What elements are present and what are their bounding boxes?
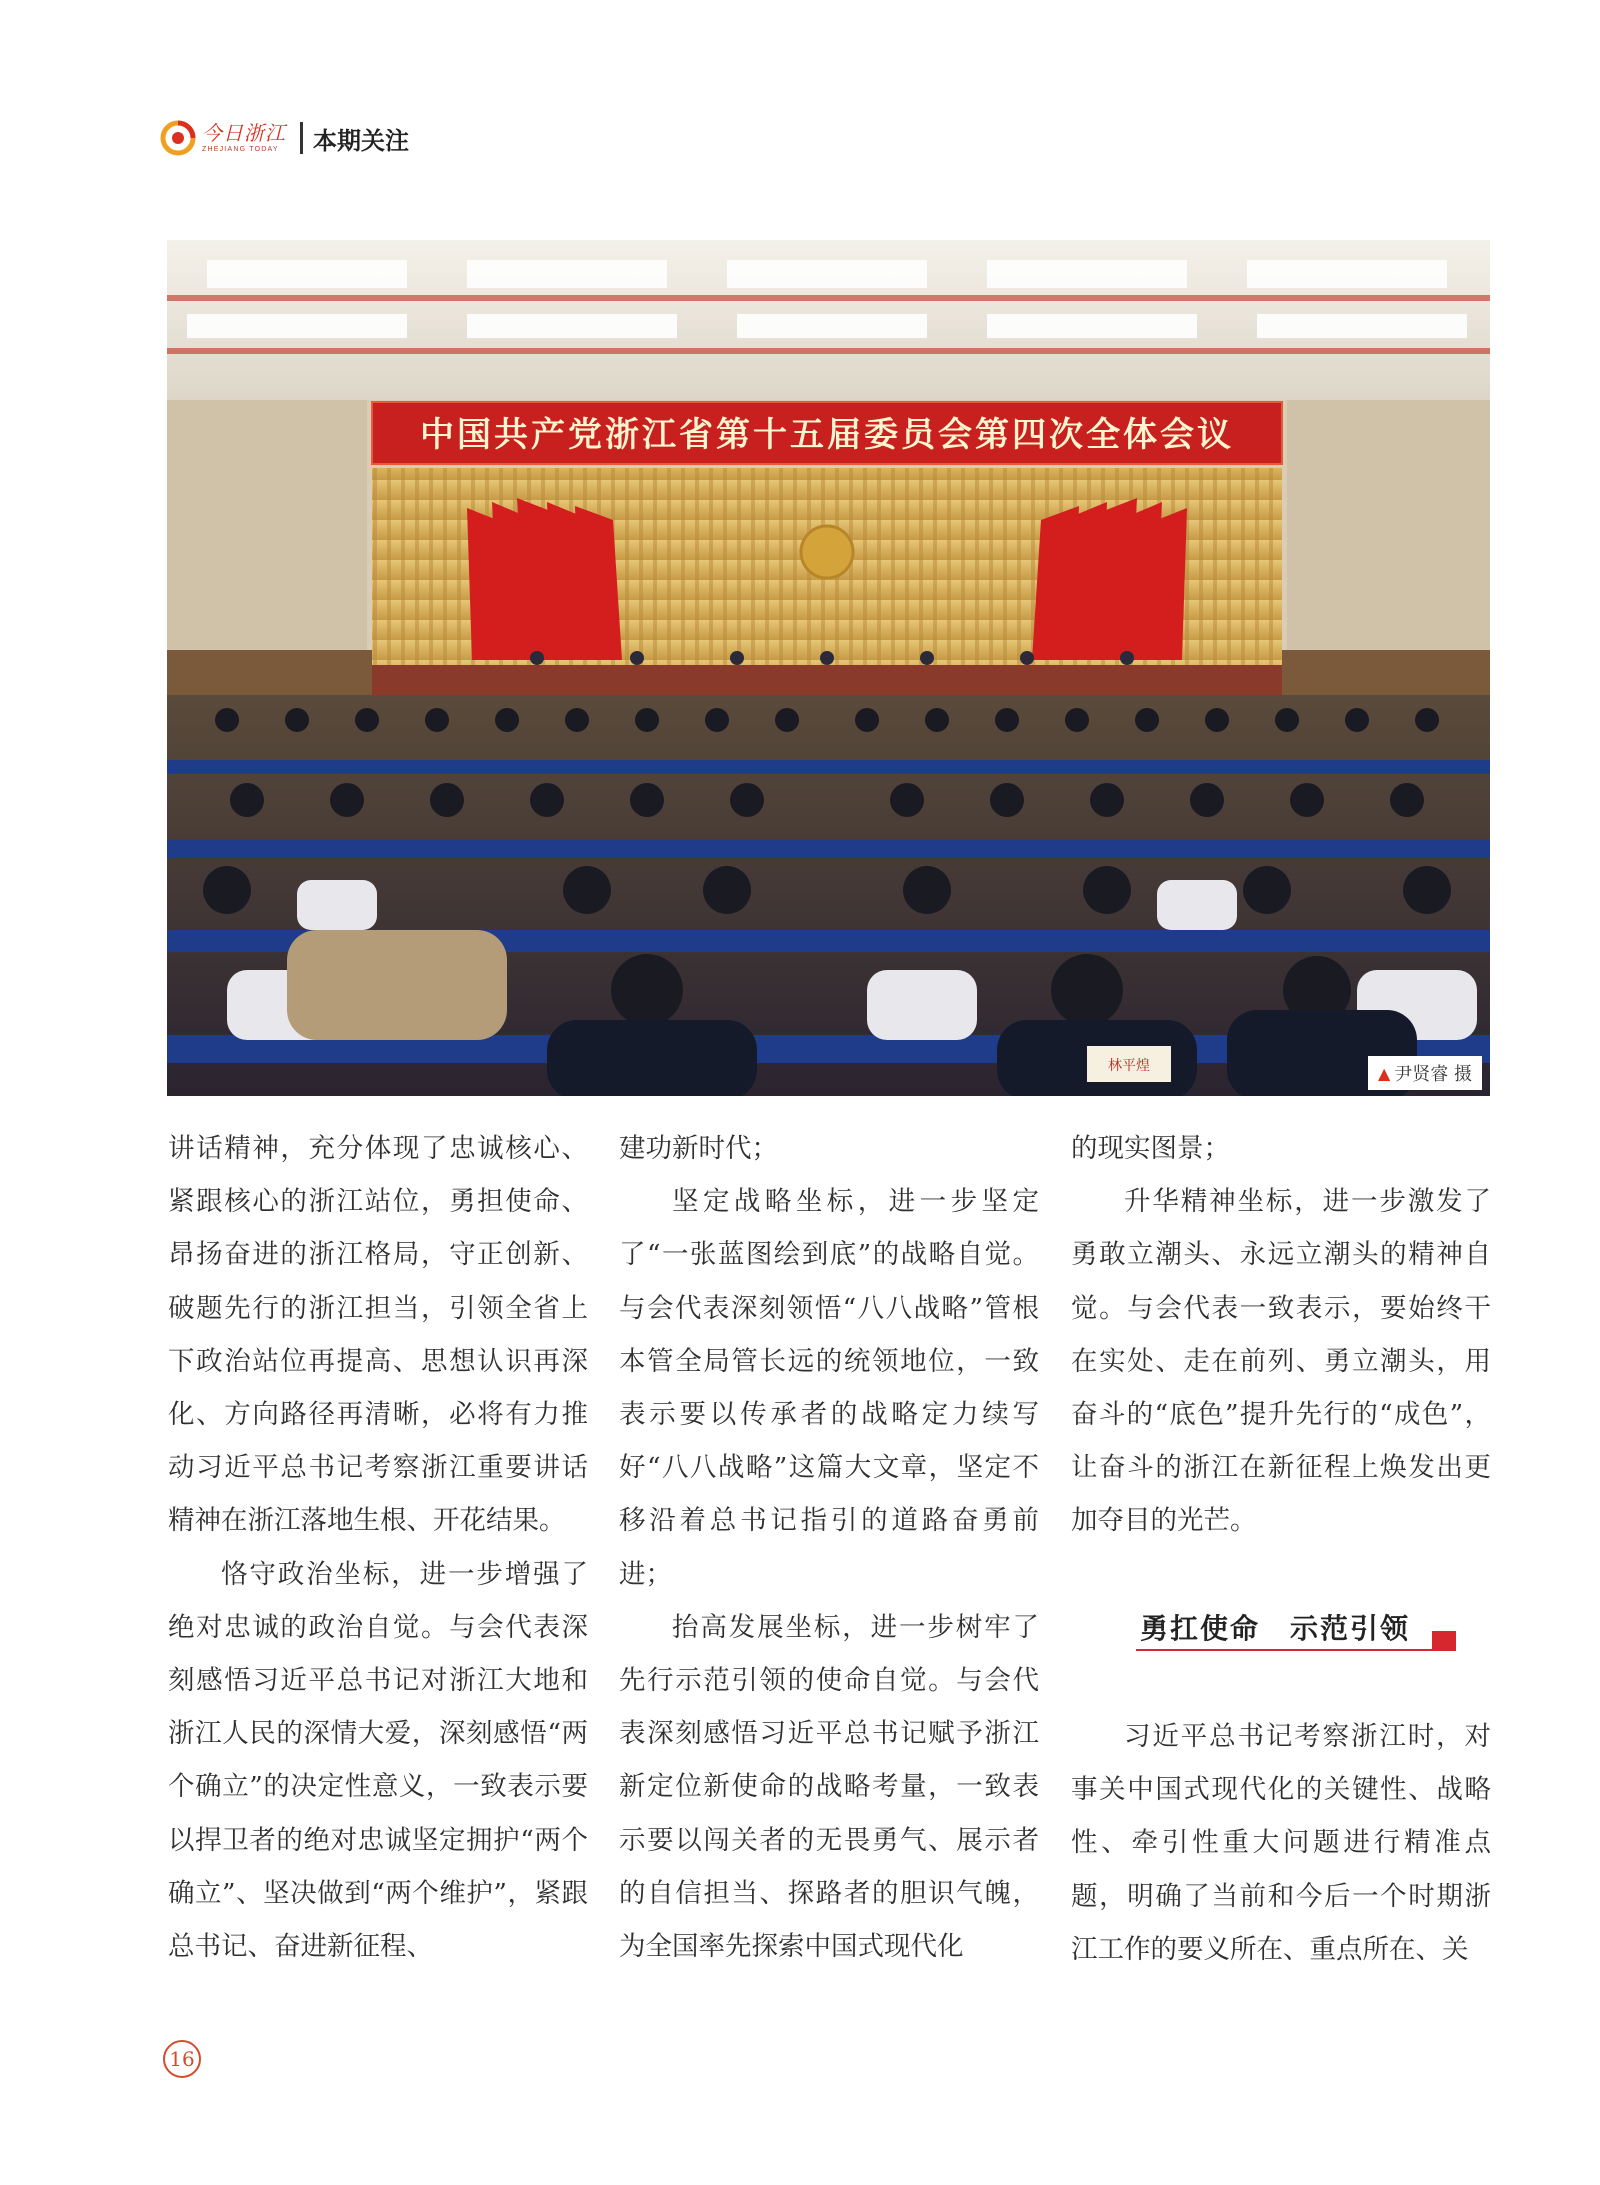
photo-credit — [1368, 1056, 1482, 1090]
triangle-icon: ▲ — [1377, 1063, 1391, 1083]
logo-text — [202, 123, 286, 153]
page-number: 16 — [163, 2040, 201, 2078]
text-column-3 — [1071, 1122, 1491, 1548]
paragraph: 抬高发展坐标，进一步树牢了先行示范引领的使命自觉。与会代表深刻感悟习近平总书记赋予浙江新定位新使命的战略考量，一致表示要以闯关者的无畏勇气、展示者的自信担当、探路者的胆识气魄，为全国率先探索中国式现代化 — [619, 1611, 1039, 1963]
page-header — [160, 118, 409, 158]
heading-text: 勇扛使命 示范引领 — [1140, 1612, 1411, 1645]
header-divider — [300, 122, 303, 154]
logo-english: ZHEJIANG TODAY — [202, 146, 279, 153]
photo-credit-text: 尹贤睿 摄 — [1394, 1064, 1472, 1085]
text-column-1 — [168, 1122, 588, 1973]
zhejiang-today-logo-icon — [160, 120, 196, 156]
paragraph: 习近平总书记考察浙江时，对事关中国式现代化的关键性、战略性、牵引性重大问题进行精准点题，明确了当前和今后一个时期浙江工作的要义所在、重点所在、关 — [1071, 1721, 1491, 1965]
paragraph: 坚定战略坐标，进一步坚定了“一张蓝图绘到底”的战略自觉。与会代表深刻领悟“八八战略”管根本管全局管长远的统领地位，一致表示要以传承者的战略定力续写好“八八战略”这篇大文章，坚定不移沿着总书记指引的道路奋勇前进； — [619, 1186, 1039, 1590]
photo-banner-text: 中国共产党浙江省第十五届委员会第四次全体会议 — [420, 415, 1234, 455]
paragraph: 建功新时代； — [619, 1133, 778, 1164]
text-column-3-continued — [1071, 1710, 1491, 1976]
text-column-2 — [619, 1122, 1039, 1973]
heading-box — [1136, 1605, 1432, 1651]
paragraph: 恪守政治坐标，进一步增强了绝对忠诚的政治自觉。与会代表深刻感悟习近平总书记对浙江大地和浙江人民的深情大爱，深刻感悟“两个确立”的决定性意义，一致表示要以捍卫者的绝对忠诚坚定拥护“两个确立”、坚决做到“两个维护”，紧跟总书记、奋进新征程、 — [168, 1558, 588, 1963]
section-heading — [1136, 1605, 1456, 1655]
paragraph: 的现实图景； — [1071, 1133, 1230, 1164]
logo-chinese: 今日浙江 — [202, 121, 286, 145]
paragraph: 升华精神坐标，进一步激发了勇敢立潮头、永远立潮头的精神自觉。与会代表一致表示，要始终干在实处、走在前列、勇立潮头，用奋斗的“底色”提升先行的“成色”，让奋斗的浙江在新征程上焕发出更加夺目的光芒。 — [1071, 1186, 1491, 1537]
paragraph: 讲话精神，充分体现了忠诚核心、紧跟核心的浙江站位，勇担使命、昂扬奋进的浙江格局，守正创新、破题先行的浙江担当，引领全省上下政治站位再提高、思想认识再深化、方向路径再清晰，必将有力推动习近平总书记考察浙江重要讲话精神在浙江落地生根、开花结果。 — [168, 1133, 588, 1537]
plenary-session-photo — [167, 240, 1490, 1096]
nameplate-text: 林平煌 — [1108, 1058, 1150, 1074]
section-title: 本期关注 — [313, 126, 409, 155]
